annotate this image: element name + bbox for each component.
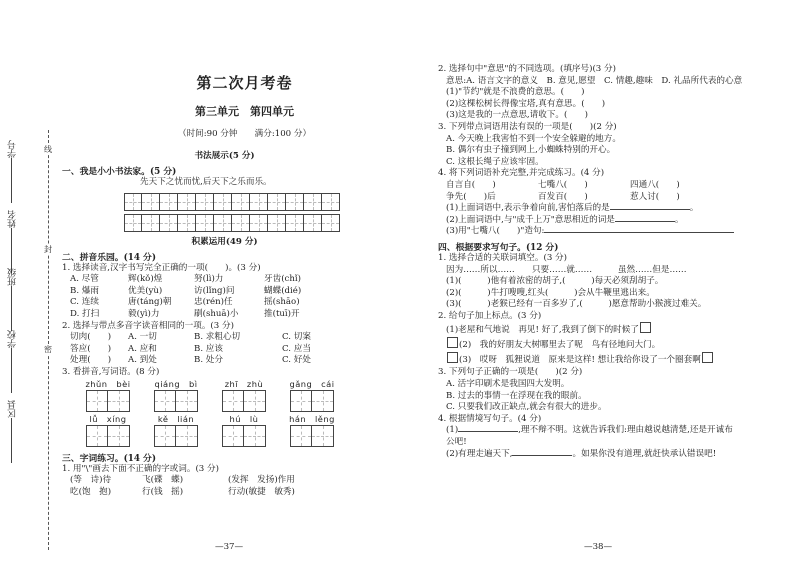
- pinyin-item: [142, 414, 210, 447]
- fill-line[interactable]: [11, 286, 12, 331]
- q2-option-row-cell: B. 求粗心切: [194, 332, 241, 343]
- r-q4-item: (1)上面词语中,表示争着向前,害怕落后的是 。: [446, 203, 699, 214]
- q1-option-row-cell: 唐(táng)朝: [128, 297, 172, 308]
- punct-box[interactable]: [640, 322, 651, 333]
- r-q43-option: A. 活字印刷术是我国四大发明。: [446, 379, 570, 390]
- q2-option-row: [62, 332, 387, 344]
- exam-title: 第二次月考卷: [196, 74, 293, 92]
- answer-blank[interactable]: [458, 431, 518, 432]
- answer-blank[interactable]: [610, 209, 690, 210]
- r-q44-stem: 4. 根据情境写句子。(4 分): [438, 413, 542, 424]
- pinyin-text: hú lù: [229, 413, 259, 424]
- section-accumulation: 积累运用(49 分): [191, 236, 258, 247]
- r-q3-option: B. 偶尔有虫子撞到网上,小蜘蛛特别的开心。: [446, 145, 616, 156]
- r-q2-item: (3)这是我的一点意思,请收下。( ): [446, 110, 588, 121]
- q1-stem: 1. 选择读音,汉字书写完全正确的一项( )。(3 分): [62, 262, 261, 273]
- q2-option-row-cell: C. 应当: [282, 343, 311, 354]
- binding-cut-mark: 线: [44, 145, 52, 154]
- binding-margin: [0, 0, 68, 566]
- q1-option-row-cell: A. 尽管: [70, 274, 99, 285]
- q2-option-row: [62, 355, 387, 367]
- binding-cut-mark: 密: [44, 345, 52, 354]
- r-q3-stem: 3. 下列带点词语用法有误的一项是( )(2 分): [438, 121, 617, 132]
- pinyin-answer-boxes[interactable]: [210, 390, 278, 412]
- pinyin-text: zhī zhù: [224, 378, 264, 389]
- section-calligraphy: 书法展示(5 分): [194, 151, 255, 161]
- pinyin-text: gǎng cái: [289, 378, 335, 389]
- q31-row-cell: (等 诗)待: [70, 475, 112, 486]
- s1-text: 先天下之忧而忧,后天下之乐而乐。: [140, 177, 272, 187]
- pinyin-item: [74, 379, 142, 412]
- pinyin-item: [210, 379, 278, 412]
- r-q44-item: 公吧!: [446, 437, 467, 448]
- q1-option-row-cell: 优美(yù): [128, 285, 163, 296]
- page-number-left: —37—: [215, 542, 244, 552]
- r-q41-stem: 1. 选择合适的关联词填空。(3 分): [438, 252, 567, 263]
- q1-option-row-cell: 努(lì)力: [194, 274, 224, 285]
- q1-option-row-cell: C. 连续: [70, 297, 99, 308]
- calligraphy-grid[interactable]: [124, 193, 387, 232]
- page-number-right: —38—: [584, 542, 613, 552]
- q1-option-row-cell: 辉(kǒ)煌: [128, 274, 163, 285]
- q31-stem: 1. 用"\"画去下面不正确的字或词。(3 分): [62, 463, 219, 474]
- q31-row: [62, 487, 387, 499]
- q1-option-row-cell: B. 爆雨: [70, 285, 99, 296]
- pinyin-text: qiáng bì: [154, 378, 198, 389]
- q2-option-row-cell: A. 一切: [128, 332, 157, 343]
- q31-row-cell: 吃(饱 抱): [70, 486, 112, 497]
- q1-option-row: [62, 297, 387, 309]
- r-q41-item: (3)( )老猴已经有一百多岁了,( )愿意帮助小猴渡过难关。: [446, 299, 707, 310]
- pinyin-text: zhǔn bèi: [85, 378, 131, 389]
- answer-blank[interactable]: [512, 455, 572, 456]
- q2-option-row-cell: C. 好处: [282, 355, 311, 366]
- r-q41-item: (1)( )他有着浓密的胡子,( )每天必须刮胡子。: [446, 276, 664, 287]
- exam-subtitle: 第三单元 第四单元: [195, 105, 294, 118]
- q1-option-row: [62, 309, 387, 321]
- punct-box[interactable]: [702, 352, 713, 363]
- r-q41-item: (2)( )牛打嗖嗖,红头( )会从牛鞭里逃出来。: [446, 287, 655, 298]
- pinyin-item: [210, 414, 278, 447]
- q1-option-row-cell: D. 打扫: [70, 308, 100, 319]
- r-q2-defs: 意思:A. 语言文字的意义 B. 意见,愿望 C. 情趣,趣味 D. 礼品所代表的心意: [446, 75, 743, 86]
- punct-box[interactable]: [447, 337, 458, 348]
- q2-option-row-cell: A. 应和: [128, 343, 157, 354]
- pinyin-item: [142, 379, 210, 412]
- q31-row: [62, 475, 387, 487]
- punct-box[interactable]: [447, 352, 458, 363]
- pinyin-answer-boxes[interactable]: [74, 425, 142, 447]
- pinyin-item: [278, 379, 346, 412]
- r-q2-item: (2)这棵松树长得像宝塔,真有意思。( ): [446, 98, 606, 109]
- r-q4-stem: 4. 将下列词语补充完整,并完成练习。(4 分): [438, 168, 605, 179]
- r-q44-item: (1) ,理不辩不明。这就告诉我们:理由越说越清楚,还是开诚布: [446, 425, 733, 436]
- q2-option-row-cell: B. 处分: [194, 355, 223, 366]
- pinyin-answer-boxes[interactable]: [142, 425, 210, 447]
- answer-blank[interactable]: [544, 232, 734, 233]
- r-q41-choices: 因为……所以…… 只要……就…… 虽然……但是……: [446, 264, 687, 275]
- q1-option-row-cell: 访(lǐng)问: [194, 285, 235, 296]
- pinyin-text: lǚ xíng: [89, 413, 127, 424]
- r-q4-row-cell: 惹人讨( ): [630, 191, 680, 202]
- q1-option-row: [62, 274, 387, 286]
- q1-option-row-cell: 毅(yì)力: [128, 308, 160, 319]
- r-q4-item: (3)用"七嘴八( )"造句:: [438, 226, 788, 238]
- q1-option-row-cell: 牙齿(chǐ): [264, 274, 301, 285]
- pinyin-text: kě lián: [157, 413, 195, 424]
- r-q4-row-cell: 百发百( ): [538, 191, 588, 202]
- r-q2-item: (1)"节约"就是不浪费的意思。( ): [446, 87, 585, 98]
- s2-heading: 二、拼音乐园。(14 分): [62, 252, 157, 263]
- q2-stem: 2. 选择与带点多音字读音相同的一项。(3 分): [62, 320, 234, 331]
- r-q44-item: (2)有理走遍天下, 。如果你没有道理,就赶快承认错误吧!: [446, 448, 717, 459]
- r-q3-option: C. 这根长绳子应该牢固。: [446, 156, 544, 167]
- pinyin-answer-boxes[interactable]: [142, 390, 210, 412]
- r-q4-row: [438, 192, 788, 204]
- label-district: 区县: [8, 400, 18, 418]
- q2-option-row-cell: 切肉( ): [70, 332, 112, 343]
- r-q4-row: [438, 180, 788, 192]
- q1-option-row-cell: 蝴蝶(dié): [264, 285, 302, 296]
- q1-option-row-cell: 忠(rén)任: [194, 297, 233, 308]
- q1-option-row: [62, 286, 387, 298]
- r-q4-row-cell: 七嘴八( ): [538, 179, 588, 190]
- label-name: 姓名: [8, 210, 18, 228]
- pinyin-answer-boxes[interactable]: [278, 390, 346, 412]
- r-q4-row-cell: 四通八( ): [630, 179, 680, 190]
- pinyin-item: [278, 414, 346, 447]
- pinyin-text: hán lěng: [289, 413, 335, 424]
- r-q43-option: C. 只要我们改正缺点,就会有很大的进步。: [446, 402, 607, 413]
- grid-row[interactable]: [124, 214, 387, 232]
- binding-dashed-line: [48, 130, 49, 550]
- r-q2-stem: 2. 选择句中"意思"的不同选项。(填序号)(3 分): [438, 64, 616, 74]
- exam-meta: （时间:90 分钟 满分:100 分）: [177, 129, 312, 139]
- r-q42-item: (2) 我的好朋友大树哪里去了呢 鸟有径地问大门。: [438, 337, 788, 352]
- grid-row[interactable]: [124, 193, 387, 211]
- q1-option-row-cell: 推(tuī)开: [264, 308, 300, 319]
- q2-option-row: [62, 344, 387, 356]
- pinyin-item: [74, 414, 142, 447]
- right-content: [438, 64, 788, 460]
- right-page: [400, 0, 800, 566]
- fill-line[interactable]: [11, 158, 12, 203]
- q2-option-row-cell: C. 切案: [282, 332, 311, 343]
- q31-row-cell: 行(钱 摇): [142, 486, 184, 497]
- r-q4-row-cell: 自言自( ): [446, 179, 496, 190]
- s3-heading: 三、字词练习。(14 分): [62, 453, 157, 464]
- r-q42-item: (1)老屋和气地说 再见! 好了,我到了倒下的时候了: [438, 322, 788, 337]
- s1-heading: 一、我是小小书法家。(5 分): [62, 167, 177, 177]
- pinyin-answer-boxes[interactable]: [278, 425, 346, 447]
- label-student-id: 学号: [8, 140, 18, 158]
- r-q3-option: A. 今天晚上我害怕不到一个安全躲避的地方。: [446, 133, 621, 144]
- q2-option-row-cell: 处理( ): [70, 355, 112, 366]
- r-q42-stem: 2. 给句子加上标点。(3 分): [438, 310, 542, 321]
- pinyin-answer-boxes[interactable]: [210, 425, 278, 447]
- label-class: 班级: [8, 268, 18, 286]
- label-school: 学校: [8, 330, 18, 348]
- q31-row-cell: (发挥 发扬)作用: [228, 475, 295, 486]
- q31-row-cell: 行动(敏捷 敏秀): [228, 486, 295, 497]
- fill-line[interactable]: [11, 228, 12, 273]
- answer-blank[interactable]: [615, 221, 675, 222]
- left-content: [62, 72, 387, 498]
- fill-line[interactable]: [11, 418, 12, 463]
- q2-option-row-cell: 答应( ): [70, 343, 112, 354]
- s4-heading: 四、根据要求写句子。(12 分): [438, 242, 559, 253]
- q1-option-row-cell: 摇(shāo): [264, 297, 300, 308]
- q31-row-cell: 飞(碟 蝶): [142, 475, 184, 486]
- binding-cut-mark: 封: [44, 245, 52, 254]
- r-q4-item: (2)上面词语中,与"成千上万"意思相近的词是 。: [446, 214, 684, 225]
- r-q43-stem: 3. 下列句子正确的一项是( )(2 分): [438, 367, 583, 378]
- q2-option-row-cell: B. 应该: [194, 343, 223, 354]
- pinyin-answer-boxes[interactable]: [74, 390, 142, 412]
- fill-line[interactable]: [11, 348, 12, 393]
- r-q42-item: (3) 哎呀 狐狸说道 原来是这样! 想让我给你设了一个圈套啊: [438, 352, 788, 367]
- r-q4-row-cell: 争先( )后: [446, 191, 496, 202]
- q1-option-row-cell: 刷(shuā)小: [194, 308, 239, 319]
- r-q43-option: B. 过去的事情一在浮现在我的眼前。: [446, 390, 587, 401]
- q3-stem: 3. 看拼音,写词语。(8 分): [62, 366, 160, 377]
- q2-option-row-cell: A. 到处: [128, 355, 157, 366]
